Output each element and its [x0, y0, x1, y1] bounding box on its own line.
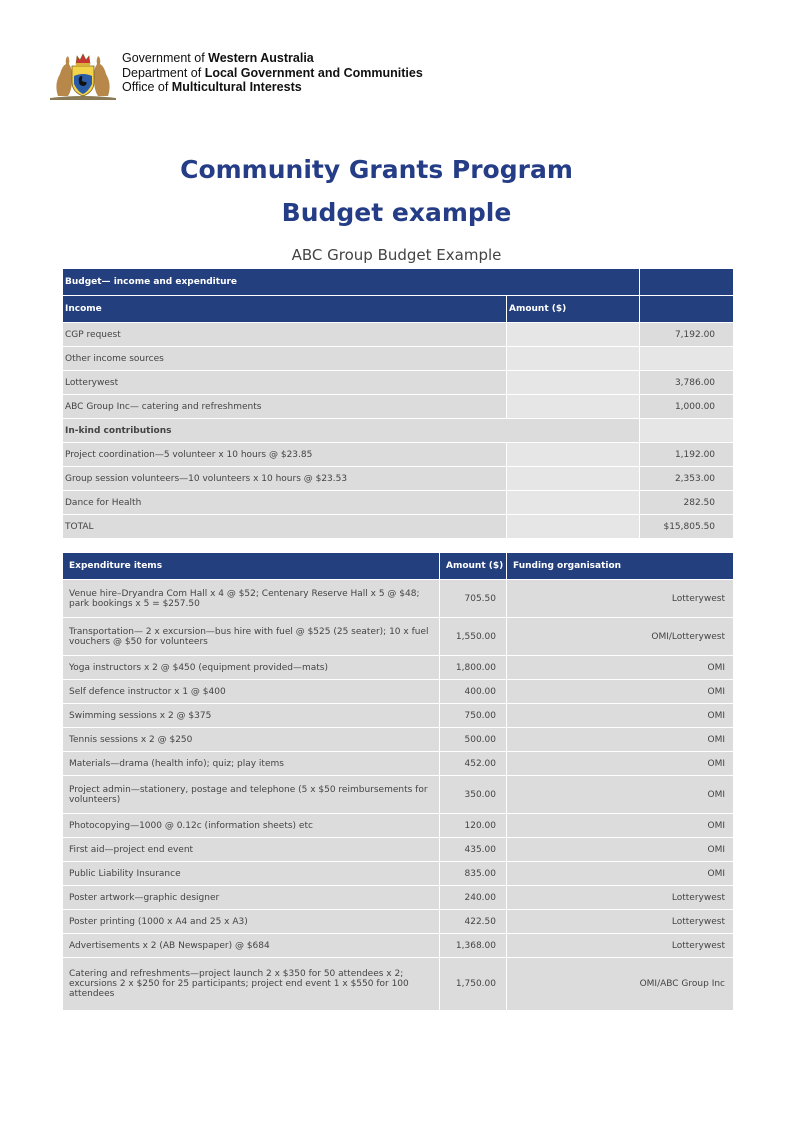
wa-coat-of-arms-icon: [48, 44, 118, 102]
expenditure-amount: 835.00: [440, 862, 507, 886]
table-row: [63, 680, 734, 704]
expenditure-amount: 452.00: [440, 752, 507, 776]
funding-organisation: OMI: [507, 862, 734, 886]
income-amount: 1,000.00: [640, 395, 734, 419]
inkind-amount: 1,192.00: [640, 443, 734, 467]
amount-column-header: Amount ($): [507, 296, 640, 323]
expenditure-amount: 240.00: [440, 886, 507, 910]
expenditure-amount: 1,750.00: [440, 958, 507, 1011]
funding-organisation-header: Funding organisation: [507, 553, 734, 580]
page-title: Community Grants Program: [180, 155, 573, 184]
table-row: [63, 752, 734, 776]
expenditure-amount: 750.00: [440, 704, 507, 728]
table-row: [63, 728, 734, 752]
income-amount: 7,192.00: [640, 323, 734, 347]
empty-cell: [507, 443, 640, 467]
expenditure-item: Catering and refreshments—project launch 2 x $350 for 50 attendees x 2; excursions 2 x $250 for 25 participants; project end event 1 x $550 for 100 attendees: [63, 958, 440, 1011]
expenditure-item: Yoga instructors x 2 @ $450 (equipment provided—mats): [63, 656, 440, 680]
table-row: [63, 491, 734, 515]
expenditure-amount: 435.00: [440, 838, 507, 862]
expenditure-amount-header: Amount ($): [440, 553, 507, 580]
funding-organisation: Lotterywest: [507, 886, 734, 910]
expenditure-table: [62, 552, 734, 1011]
table-row: [63, 814, 734, 838]
income-header-row: [63, 296, 734, 323]
income-column-header: Income: [63, 296, 507, 323]
expenditure-amount: 705.50: [440, 580, 507, 618]
table-row: [63, 347, 734, 371]
expenditure-item: Venue hire–Dryandra Com Hall x 4 @ $52; Centenary Reserve Hall x 5 @ $48; park bookings x 5 = $257.50: [63, 580, 440, 618]
table-row: [63, 580, 734, 618]
table-row: [63, 862, 734, 886]
funding-organisation: OMI/ABC Group Inc: [507, 958, 734, 1011]
income-amount: [640, 347, 734, 371]
empty-cell: [507, 323, 640, 347]
expenditure-item: Poster printing (1000 x A4 and 25 x A3): [63, 910, 440, 934]
income-amount: 3,786.00: [640, 371, 734, 395]
funding-organisation: OMI: [507, 814, 734, 838]
table-row: [63, 443, 734, 467]
table-row: [63, 704, 734, 728]
expenditure-item: Photocopying—1000 @ 0.12c (information sheets) etc: [63, 814, 440, 838]
funding-organisation: OMI: [507, 704, 734, 728]
office-line: Office of Multicultural Interests: [122, 80, 302, 95]
expenditure-item: Poster artwork—graphic designer: [63, 886, 440, 910]
table-row: [63, 886, 734, 910]
expenditure-amount: 400.00: [440, 680, 507, 704]
funding-organisation: Lotterywest: [507, 910, 734, 934]
funding-organisation: Lotterywest: [507, 934, 734, 958]
funding-organisation: OMI: [507, 680, 734, 704]
expenditure-item: Public Liability Insurance: [63, 862, 440, 886]
expenditure-item: Tennis sessions x 2 @ $250: [63, 728, 440, 752]
expenditure-amount: 1,368.00: [440, 934, 507, 958]
expenditure-amount: 1,550.00: [440, 618, 507, 656]
header: [48, 44, 423, 102]
expenditure-header-row: [63, 553, 734, 580]
expenditure-item: Project admin—stationery, postage and telephone (5 x $50 reimbursements for volunteers): [63, 776, 440, 814]
inkind-label: Project coordination—5 volunteer x 10 hours @ $23.85: [63, 443, 507, 467]
table-row: [63, 934, 734, 958]
table-row: [63, 656, 734, 680]
table-row: [63, 958, 734, 1011]
total-label: TOTAL: [63, 515, 507, 539]
expenditure-item: Transportation— 2 x excursion—bus hire with fuel @ $525 (25 seater); 10 x fuel vouchers @ $50 for volunteers: [63, 618, 440, 656]
amount-header-spacer: [640, 296, 734, 323]
table-row: [63, 838, 734, 862]
inkind-amount: 282.50: [640, 491, 734, 515]
empty-cell: [640, 419, 734, 443]
income-label: Lotterywest: [63, 371, 507, 395]
table-row: [63, 395, 734, 419]
total-amount: $15,805.50: [640, 515, 734, 539]
table-row: [63, 371, 734, 395]
section-header-row: [63, 269, 734, 296]
funding-organisation: OMI/Lotterywest: [507, 618, 734, 656]
table-row: [63, 618, 734, 656]
funding-organisation: OMI: [507, 776, 734, 814]
table-row: [63, 776, 734, 814]
funding-organisation: OMI: [507, 728, 734, 752]
inkind-amount: 2,353.00: [640, 467, 734, 491]
inkind-title: In-kind contributions: [63, 419, 640, 443]
expenditure-item: Swimming sessions x 2 @ $375: [63, 704, 440, 728]
government-line: Government of Western Australia: [122, 51, 314, 66]
income-table: [62, 268, 734, 539]
inkind-label: Group session volunteers—10 volunteers x 10 hours @ $23.53: [63, 467, 507, 491]
empty-cell: [507, 491, 640, 515]
expenditure-item: Advertisements x 2 (AB Newspaper) @ $684: [63, 934, 440, 958]
section-title: Budget— income and expenditure: [63, 269, 640, 296]
empty-cell: [507, 347, 640, 371]
income-label: Other income sources: [63, 347, 507, 371]
table-row: [63, 323, 734, 347]
expenditure-amount: 120.00: [440, 814, 507, 838]
expenditure-amount: 350.00: [440, 776, 507, 814]
expenditure-items-header: Expenditure items: [63, 553, 440, 580]
income-label: ABC Group Inc— catering and refreshments: [63, 395, 507, 419]
expenditure-item: Materials—drama (health info); quiz; play items: [63, 752, 440, 776]
table-row: [63, 910, 734, 934]
income-label: CGP request: [63, 323, 507, 347]
funding-organisation: Lotterywest: [507, 580, 734, 618]
funding-organisation: OMI: [507, 838, 734, 862]
total-row: [63, 515, 734, 539]
empty-cell: [507, 467, 640, 491]
inkind-header-row: [63, 419, 734, 443]
empty-cell: [507, 371, 640, 395]
expenditure-amount: 500.00: [440, 728, 507, 752]
funding-organisation: OMI: [507, 752, 734, 776]
section-title-spacer: [640, 269, 734, 296]
expenditure-item: Self defence instructor x 1 @ $400: [63, 680, 440, 704]
empty-cell: [507, 395, 640, 419]
funding-organisation: OMI: [507, 656, 734, 680]
inkind-label: Dance for Health: [63, 491, 507, 515]
expenditure-amount: 1,800.00: [440, 656, 507, 680]
expenditure-item: First aid—project end event: [63, 838, 440, 862]
document-subtitle: ABC Group Budget Example: [291, 246, 502, 264]
empty-cell: [507, 515, 640, 539]
expenditure-amount: 422.50: [440, 910, 507, 934]
department-line: Department of Local Government and Communities: [122, 65, 423, 80]
table-row: [63, 467, 734, 491]
page-subtitle-title: Budget example: [281, 198, 512, 227]
